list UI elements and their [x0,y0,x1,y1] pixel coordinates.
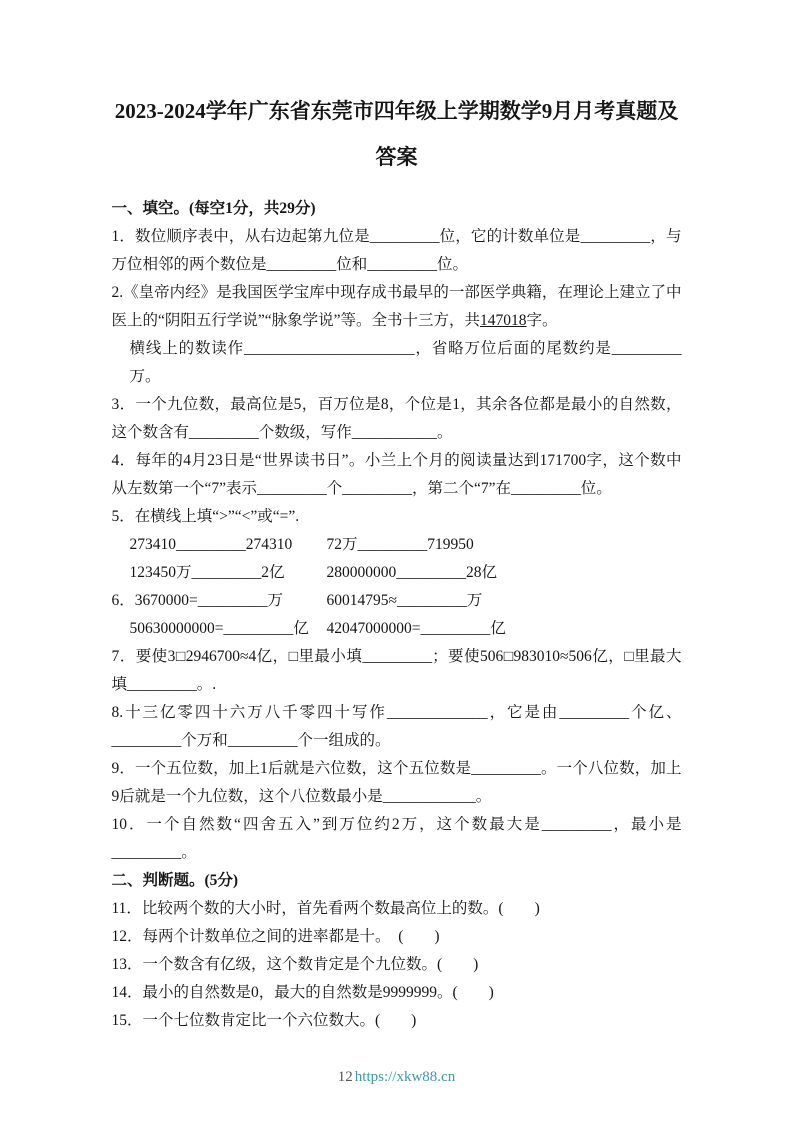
question-13: 13．一个数含有亿级，这个数肯定是个九位数。( ) [111,956,479,973]
question-2 [112,279,682,335]
conversion-item: 60014795≈_________万 [326,592,483,609]
comparison-item: 72万_________719950 [326,536,474,553]
footer-link[interactable]: https://xkw88.cn [354,1069,456,1085]
question-12: 12．每两个计数单位之间的进率都是十。 ( ) [111,928,440,945]
section-2-heading: 二、判断题。(5分) [111,872,239,889]
exam-body [112,195,682,1035]
question-5-row-1 [112,531,682,559]
question-4: 4．每年的4月23日是“世界读书日”。小兰上个月的阅读量达到171700字，这个数中从左数第一个“7”表示_________个_________，第二个“7”在_________位。 [111,452,682,497]
question-2-subline: 横线上的数读作______________________，省略万位后面的尾数约是_________万。 [129,340,682,385]
page-title: 2023-2024学年广东省东莞市四年级上学期数学9月月考真题及答案 [114,99,679,169]
page-footer [0,1069,793,1086]
question-15: 15．一个七位数肯定比一个六位数大。( ) [111,1012,417,1029]
conversion-item: 6．3670000=_________万 [111,592,283,609]
question-2-text: 2.《皇帝内经》是我国医学宝库中现存成书最早的一部医学典籍，在理论上建立了中医上的“阴阳五行学说”“脉象学说”等。全书十三方，共 [111,284,682,329]
comparison-item: 273410_________274310 [129,536,293,553]
question-14: 14．最小的自然数是0，最大的自然数是9999999。( ) [111,984,494,1001]
question-9: 9．一个五位数，加上1后就是六位数，这个五位数是_________。一个八位数，加上9后就是一个九位数，这个八位数最小是____________。 [111,760,682,805]
comparison-item: 280000000_________28亿 [326,564,498,581]
section-1-heading: 一、填空。(每空1分，共29分) [111,200,316,217]
question-6-row-2 [112,615,682,643]
question-7: 7．要使3□2946700≈4亿，□里最小填_________；要使506□983010≈506亿，□里最大填_________。. [111,648,682,693]
question-11: 11．比较两个数的大小时，首先看两个数最高位上的数。( ) [111,900,540,917]
conversion-item: 42047000000=_________亿 [326,620,506,637]
question-8: 8.十三亿零四十六万八千零四十写作_____________，它是由_________个亿、_________个万和_________个一组成的。 [111,704,682,749]
conversion-item: 50630000000=_________亿 [129,620,309,637]
question-5-row-2 [112,559,682,587]
question-2-text-end: 字。 [526,312,558,329]
question-1: 1．数位顺序表中，从右边起第九位是_________位，它的计数单位是_________，与万位相邻的两个数位是_________位和_________位。 [111,228,682,273]
question-3: 3．一个九位数，最高位是5，百万位是8，个位是1，其余各位都是最小的自然数，这个数含有_________个数级，写作___________。 [111,396,682,441]
comparison-item: 123450万_________2亿 [129,564,285,581]
question-10: 10．一个自然数“四舍五入”到万位约2万，这个数最大是_________，最小是_________。 [111,816,682,861]
question-6-row-1 [112,587,682,615]
question-2-underlined-number: 147018 [480,312,527,329]
page-number: 12 [337,1069,353,1085]
question-5: 5．在横线上填“>”“<”或“=”. [111,508,300,525]
